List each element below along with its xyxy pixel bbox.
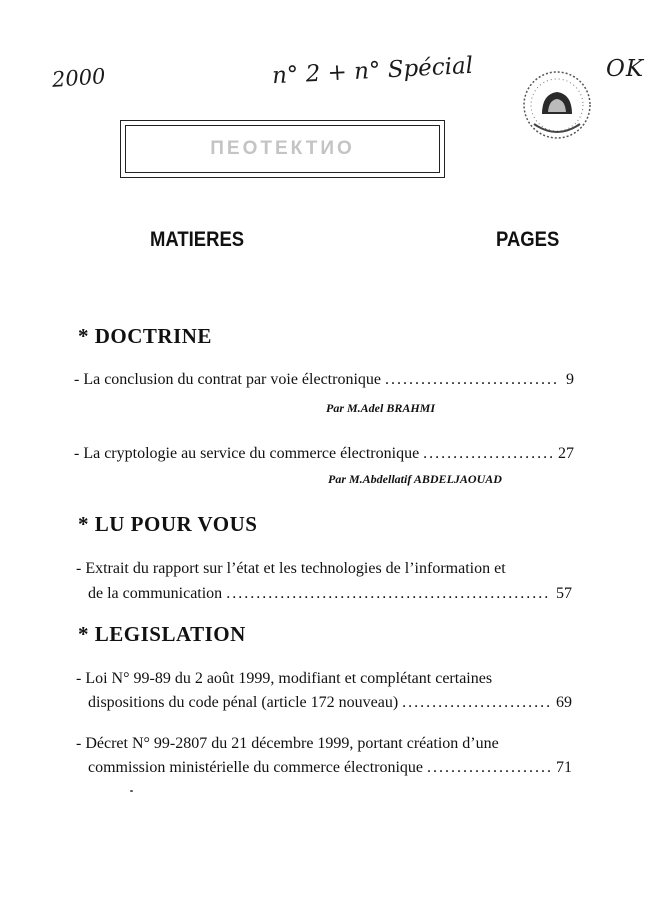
page-number: 9 (566, 371, 574, 388)
scan-speck (130, 790, 133, 792)
journal-title: ПЕОТЕКТИО (210, 138, 355, 159)
handwritten-year: 2000 (51, 64, 107, 92)
pages-heading: PAGES (496, 228, 560, 251)
toc-entry (74, 371, 574, 389)
entry-title-line2: commission ministérielle du commerce électronique (88, 759, 424, 776)
entry-title-line1: - Loi N° 99-89 du 2 août 1999, modifiant et complétant certaines (76, 670, 493, 687)
entry-title-line1: - Décret N° 99-2807 du 21 décembre 1999, portant création d’une (76, 735, 499, 752)
matieres-heading: MATIERES (150, 228, 245, 251)
handwritten-ok: OK (606, 56, 645, 82)
toc-entry (88, 759, 572, 777)
page-number: 57 (556, 585, 572, 602)
entry-title-line2: de la communication (88, 585, 223, 602)
entry-title: - La conclusion du contrat par voie électronique (74, 371, 381, 388)
section-lu-pour-vous: * LU POUR VOUS (78, 512, 258, 536)
library-stamp-icon (520, 68, 594, 142)
entry-author: Par M.Abdellatif ABDELJAOUAD (328, 472, 502, 486)
entry-author: Par M.Adel BRAHMI (326, 401, 436, 415)
handwritten-issue-number: n° 2 + n° Spécial (271, 52, 474, 90)
dot-leader (423, 445, 552, 463)
section-legislation: * LEGISLATION (78, 622, 246, 646)
page-number: 27 (558, 445, 574, 462)
dot-leader (385, 371, 560, 389)
title-frame (120, 120, 445, 178)
toc-entry (88, 585, 572, 603)
dot-leader (402, 694, 550, 712)
toc-entry (88, 694, 572, 712)
page-number: 71 (556, 759, 572, 776)
toc-entry (74, 445, 574, 463)
title-frame-inner (125, 125, 440, 173)
page-number: 69 (556, 694, 572, 711)
entry-title-line2: dispositions du code pénal (article 172 nouveau) (88, 694, 399, 711)
section-doctrine: * DOCTRINE (78, 324, 212, 348)
dot-leader (427, 759, 550, 777)
dot-leader (226, 585, 550, 603)
entry-title: - La cryptologie au service du commerce électronique (74, 445, 420, 462)
entry-title-line1: - Extrait du rapport sur l’état et les technologies de l’information et (76, 560, 506, 577)
